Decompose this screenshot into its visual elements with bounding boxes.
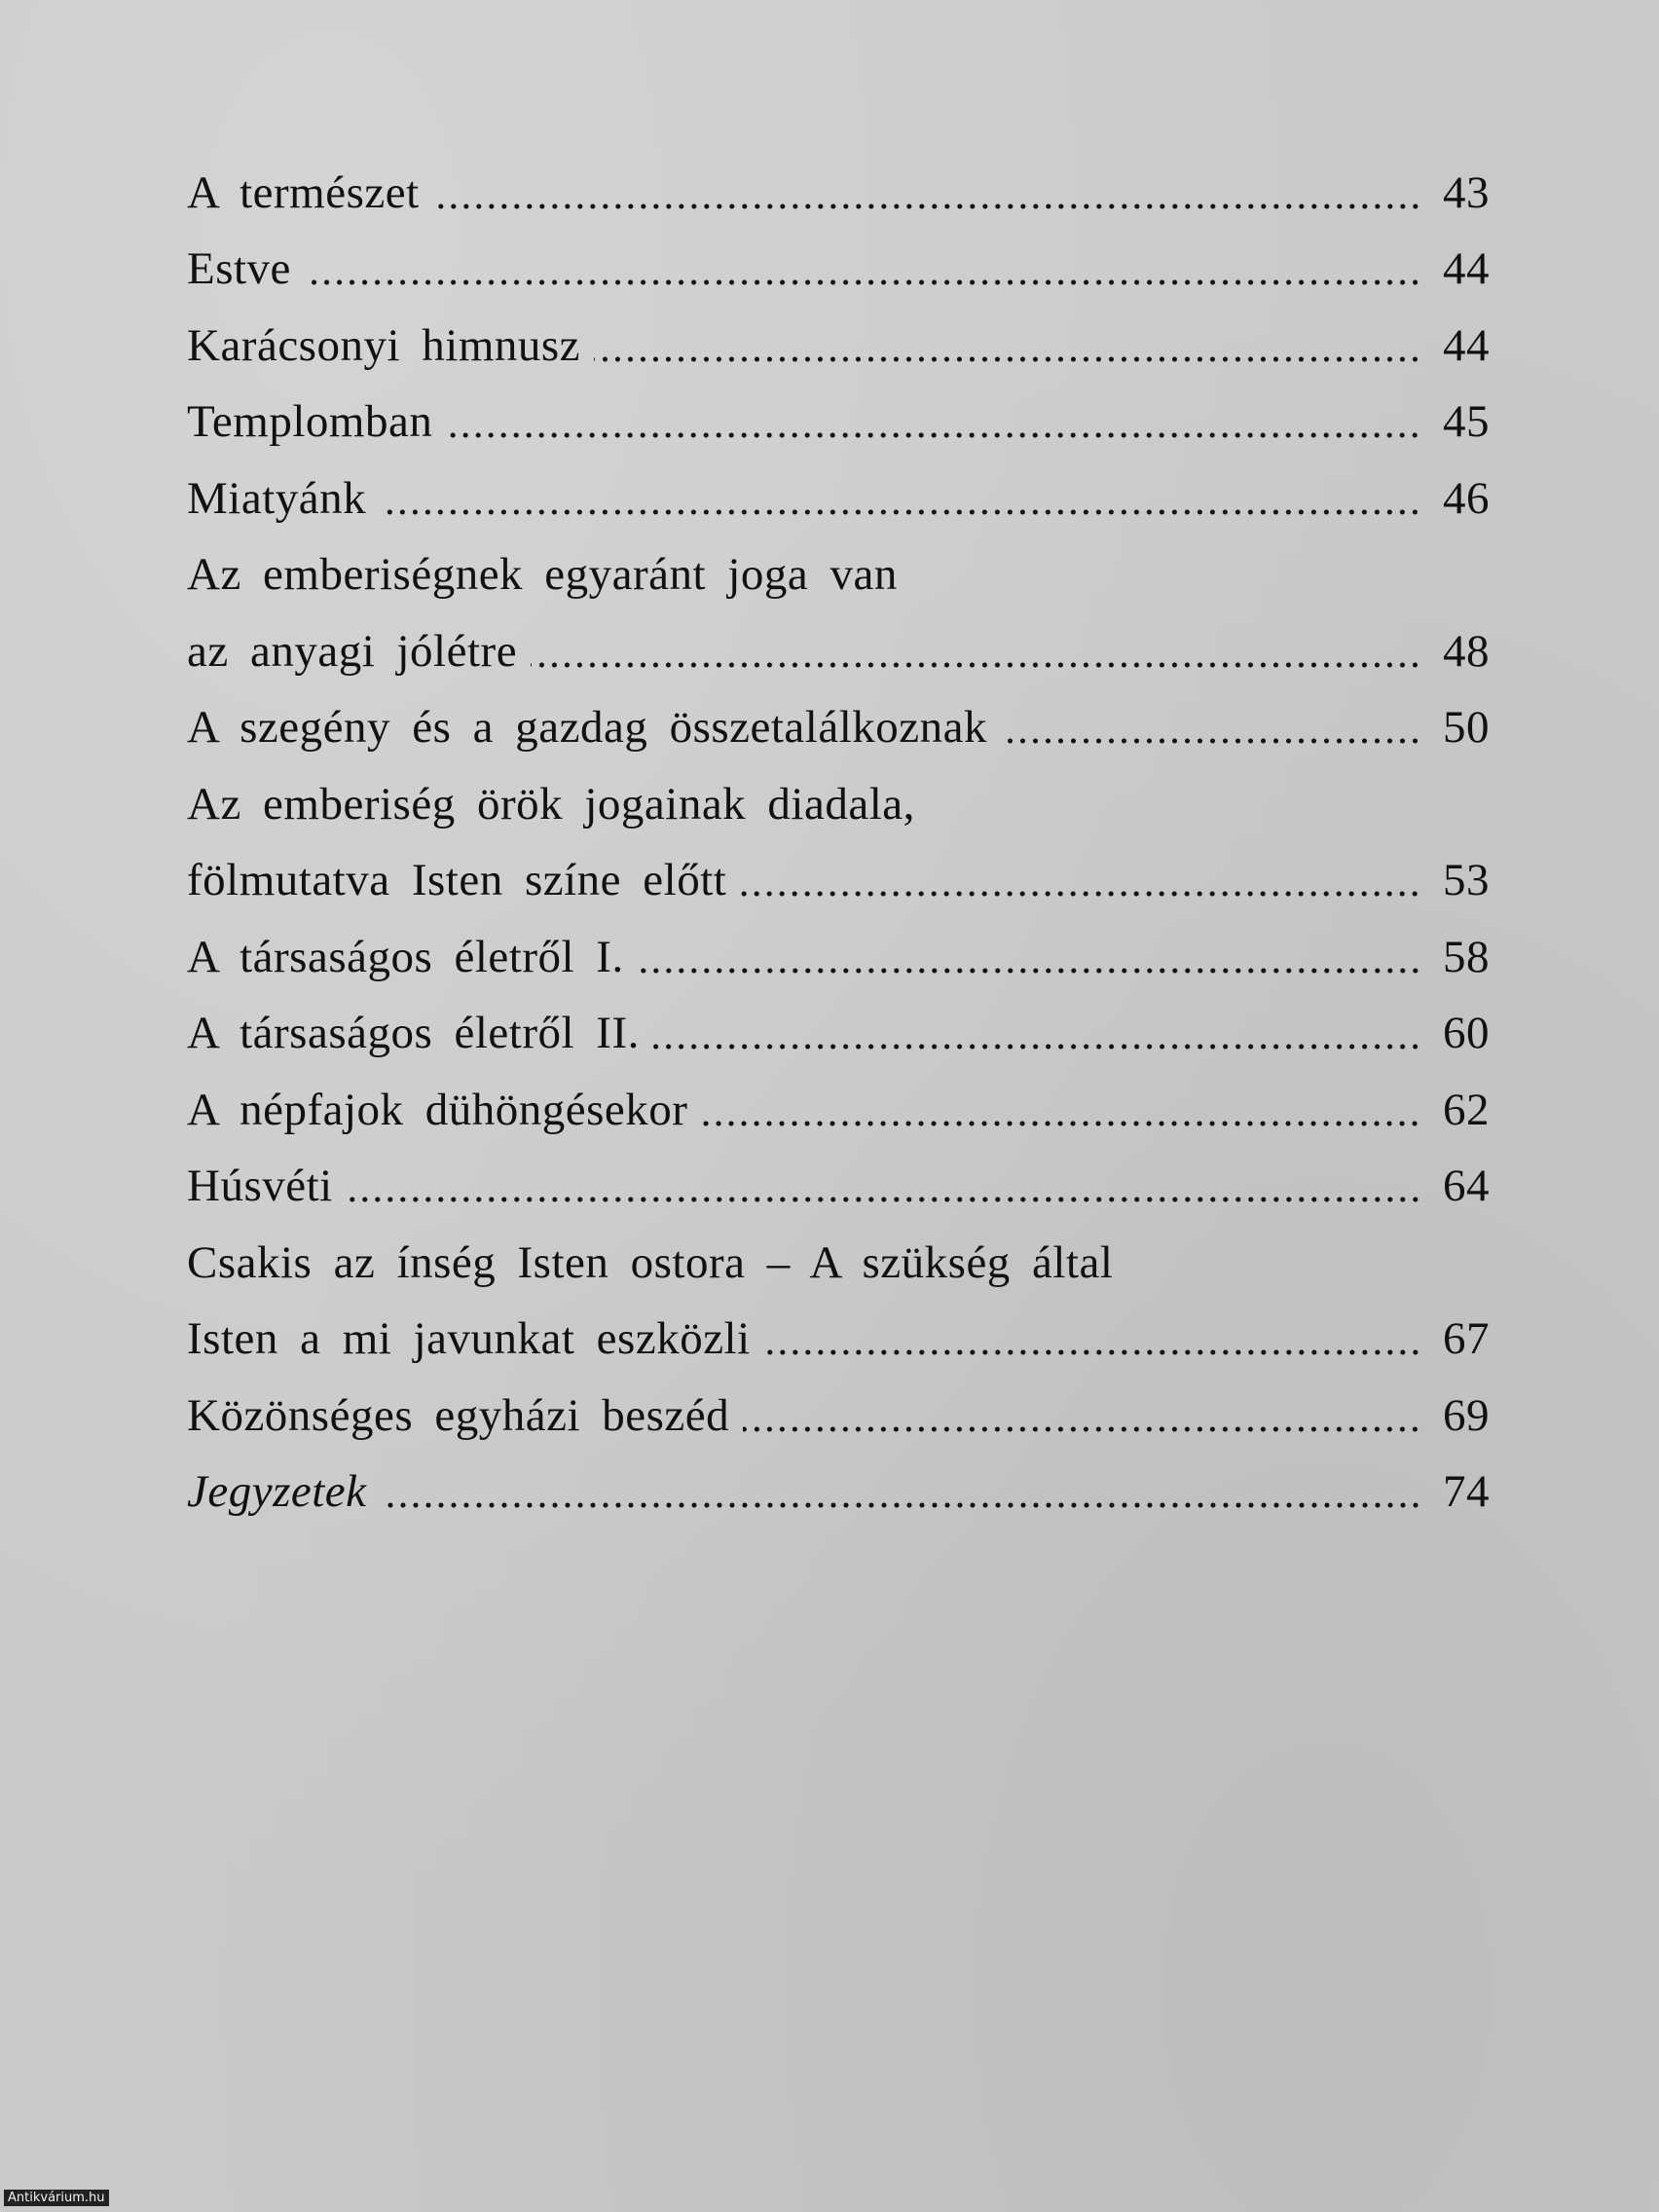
toc-entry-title: Az emberiség örök jogainak diadala, xyxy=(187,778,915,830)
table-of-contents xyxy=(187,142,1490,1518)
toc-entry-page: 48 xyxy=(1443,625,1490,677)
toc-entry xyxy=(187,906,1490,983)
toc-entry-page: 46 xyxy=(1443,472,1490,524)
toc-entry-title: Húsvéti xyxy=(187,1161,333,1211)
toc-entry-title: Az emberiségnek egyaránt joga van xyxy=(187,549,898,600)
dot-leader xyxy=(531,662,1421,668)
toc-entry-title: Templomban xyxy=(187,396,433,447)
toc-entry-title: A társaságos életről I. xyxy=(187,931,624,982)
toc-entry-page: 69 xyxy=(1443,1389,1490,1441)
toc-entry xyxy=(187,372,1490,449)
toc-entry-page: 44 xyxy=(1443,319,1490,371)
toc-entry xyxy=(187,1365,1490,1442)
toc-entry-title: Csakis az ínség Isten ostora – A szükség által xyxy=(187,1236,1114,1288)
toc-entry-title: az anyagi jólétre xyxy=(187,625,518,677)
toc-entry-page: 60 xyxy=(1443,1008,1490,1058)
toc-entry-continued xyxy=(187,525,1490,602)
toc-entry-title: A társaságos életről II. xyxy=(187,1008,640,1058)
toc-entry xyxy=(187,448,1490,525)
toc-entry xyxy=(187,1442,1490,1519)
toc-entry xyxy=(187,295,1490,372)
toc-entry xyxy=(187,678,1490,755)
toc-entry-title: Közönséges egyházi beszéd xyxy=(187,1389,730,1441)
toc-entry-title: Jegyzetek xyxy=(187,1466,367,1517)
toc-entry-title: Miatyánk xyxy=(187,472,367,524)
dot-leader xyxy=(1001,738,1421,744)
toc-entry-title: fölmutatva Isten színe előtt xyxy=(187,855,727,905)
toc-entry-title: A szegény és a gazdag összetalálkoznak xyxy=(187,702,987,753)
toc-entry xyxy=(187,1136,1490,1213)
toc-entry-page: 43 xyxy=(1443,166,1490,218)
watermark-label: Antikvárium.hu xyxy=(4,2190,109,2206)
toc-entry-page: 50 xyxy=(1443,702,1490,753)
toc-entry-page: 45 xyxy=(1443,396,1490,447)
toc-entry-title: Estve xyxy=(187,243,291,294)
dot-leader xyxy=(594,356,1421,362)
toc-entry xyxy=(187,983,1490,1060)
toc-entry-title: Karácsonyi himnusz xyxy=(187,319,581,371)
dot-leader xyxy=(433,203,1421,209)
toc-entry-page: 58 xyxy=(1443,931,1490,982)
dot-leader xyxy=(740,891,1421,897)
toc-entry-page: 44 xyxy=(1443,243,1490,294)
toc-entry-title: A népfajok dühöngésekor xyxy=(187,1084,688,1135)
toc-entry xyxy=(187,1059,1490,1136)
dot-leader xyxy=(381,1502,1421,1508)
toc-entry-page: 67 xyxy=(1443,1313,1490,1364)
toc-entry xyxy=(187,219,1490,296)
dot-leader xyxy=(638,968,1421,974)
toc-entry-page: 64 xyxy=(1443,1161,1490,1211)
toc-entry-title: A természet xyxy=(187,166,420,218)
toc-entry-title: Isten a mi javunkat eszközli xyxy=(187,1313,751,1364)
toc-entry-page: 53 xyxy=(1443,855,1490,905)
toc-entry-continued xyxy=(187,1212,1490,1289)
toc-entry-continued xyxy=(187,754,1490,830)
dot-leader xyxy=(305,279,1421,285)
toc-entry-page: 74 xyxy=(1443,1466,1490,1517)
dot-leader xyxy=(446,432,1421,438)
dot-leader xyxy=(380,509,1421,515)
dot-leader xyxy=(347,1197,1421,1202)
toc-entry xyxy=(187,1289,1490,1366)
dot-leader xyxy=(701,1121,1421,1126)
toc-entry xyxy=(187,142,1490,219)
dot-leader xyxy=(743,1426,1421,1432)
toc-entry xyxy=(187,830,1490,907)
dot-leader xyxy=(764,1349,1421,1355)
toc-entry xyxy=(187,601,1490,678)
dot-leader xyxy=(653,1044,1421,1050)
toc-entry-page: 62 xyxy=(1443,1084,1490,1135)
